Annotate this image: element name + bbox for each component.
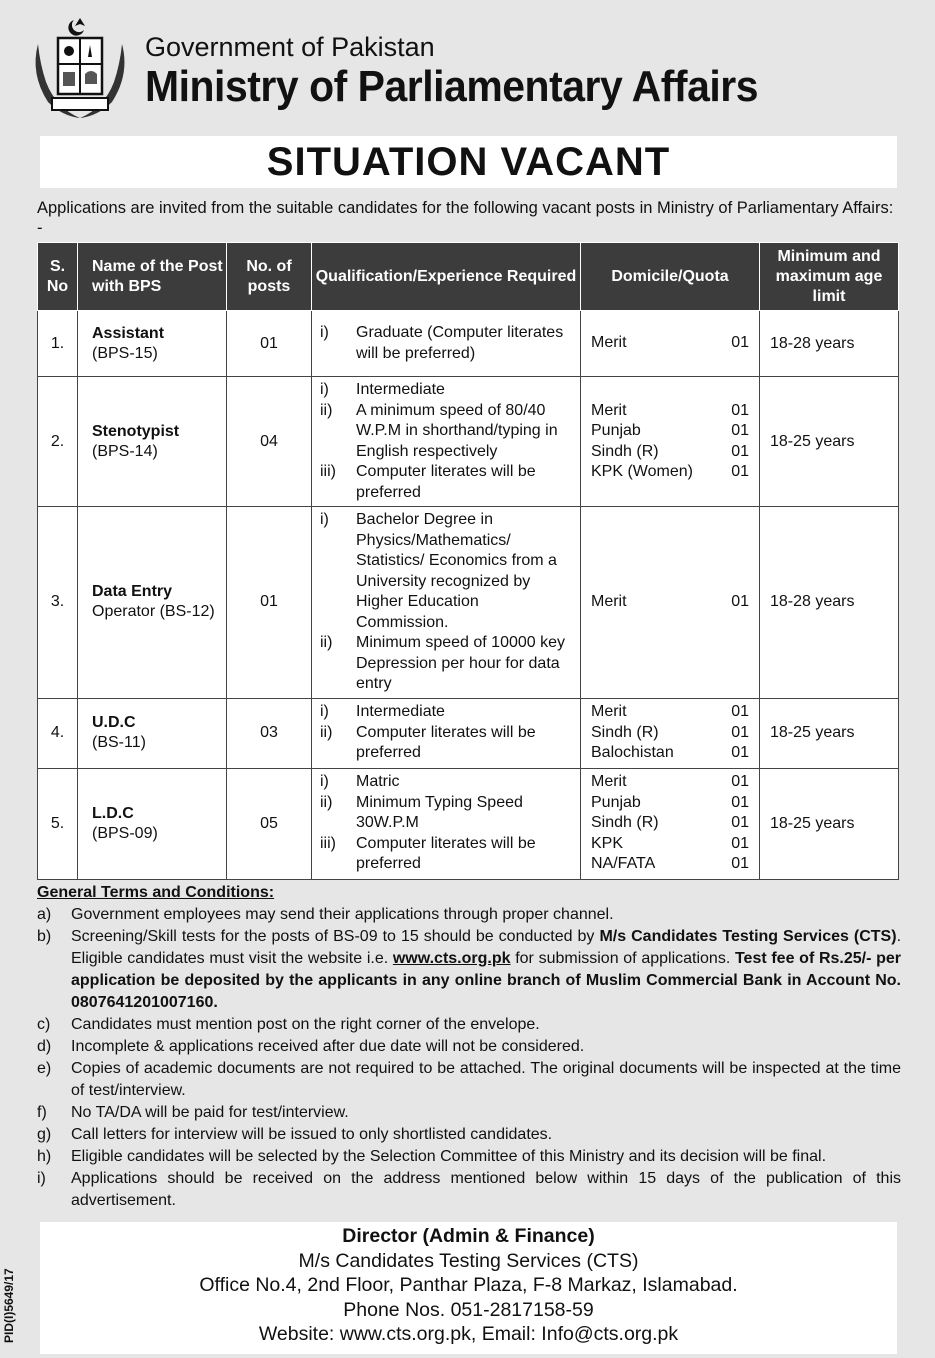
- quota-count: 01: [731, 773, 749, 791]
- row-domicile: [581, 698, 760, 768]
- contact-web: Website: www.cts.org.pk, Email: Info@cts.org.pk: [258, 1323, 679, 1345]
- qualification-text: A minimum speed of 80/40 W.P.M in shorthand/typing in English respectively: [356, 401, 558, 460]
- term-text: Government employees may send their applications through proper channel.: [71, 906, 614, 923]
- term-marker: e): [37, 1060, 52, 1077]
- row-sno: 3.: [38, 507, 78, 699]
- vacancies-table: [37, 242, 899, 880]
- quota-place: Sindh (R): [591, 814, 659, 832]
- qualification-item: [320, 401, 574, 463]
- qualification-item: [320, 510, 574, 633]
- header-posts: No. of posts: [227, 243, 312, 311]
- quota-place: Merit: [591, 593, 627, 610]
- quota-item: [591, 772, 749, 793]
- quota-place: Sindh (R): [591, 723, 659, 741]
- term-item: [37, 1036, 901, 1058]
- quota-item: [591, 592, 749, 613]
- row-age-limit: 18-25 years: [760, 698, 899, 768]
- term-text: Copies of academic documents are not required to be attached. The original documents will be inspected at the time of test/interview.: [71, 1060, 901, 1099]
- qualification-marker: i): [320, 324, 329, 341]
- row-sno: 2.: [38, 377, 78, 507]
- term-text: [71, 926, 901, 1014]
- quota-place: Punjab: [591, 422, 641, 439]
- qualification-item: [320, 834, 574, 875]
- intro-text: Applications are invited from the suitable candidates for the following vacant posts in Ministry of Parliamentary Affairs: -: [37, 199, 894, 237]
- header-qualification: Qualification/Experience Required: [312, 243, 581, 311]
- term-item: [37, 1168, 901, 1212]
- qualification-text: Bachelor Degree in Physics/Mathematics/ Statistics/ Economics from a University recognized by Higher Education Commission.: [356, 511, 557, 631]
- table-row: [38, 768, 899, 879]
- row-age-limit: 18-28 years: [760, 507, 899, 699]
- situation-vacant-banner: SITUATION VACANT: [40, 136, 897, 188]
- quota-place: Balochistan: [591, 744, 674, 762]
- row-domicile: [581, 768, 760, 879]
- table-header-row: [38, 243, 899, 311]
- row-domicile: [581, 507, 760, 699]
- quota-count: 01: [731, 814, 749, 832]
- term-item: [37, 1058, 901, 1102]
- row-sno: 1.: [38, 311, 78, 377]
- qualification-marker: ii): [320, 723, 333, 741]
- term-marker: i): [37, 1170, 46, 1187]
- quota-count: 01: [731, 442, 749, 460]
- qualification-marker: i): [320, 703, 329, 721]
- contact-address: Office No.4, 2nd Floor, Panthar Plaza, F-8 Markaz, Islamabad.: [199, 1274, 738, 1296]
- qualification-item: [320, 772, 574, 793]
- qualification-text: Computer literates will be preferred: [356, 463, 536, 501]
- term-text-part: www.cts.org.pk: [392, 950, 511, 967]
- contact-title: Director (Admin & Finance): [342, 1225, 595, 1247]
- quota-count: 01: [731, 593, 749, 610]
- quota-item: [591, 793, 749, 814]
- qualification-text: Intermediate: [356, 703, 445, 721]
- quota-item: [591, 743, 749, 764]
- government-title: Government of Pakistan: [145, 32, 435, 62]
- row-qualification: [312, 377, 581, 507]
- qualification-marker: i): [320, 773, 329, 791]
- qualification-text: Graduate (Computer literates will be preferred): [356, 324, 564, 362]
- qualification-text: Minimum Typing Speed 30W.P.M: [356, 793, 523, 832]
- term-marker: b): [37, 928, 52, 945]
- term-marker: h): [37, 1148, 52, 1165]
- post-grade: (BPS-14): [92, 442, 158, 460]
- term-text-part: Test fee of Rs.25/- per application be deposited by the applicants in any online branch of Muslim Commercial Bank in Account No. 0807641201007160.: [71, 950, 902, 1011]
- table-row: [38, 507, 899, 699]
- quota-place: Merit: [591, 334, 627, 352]
- quota-item: [591, 401, 749, 422]
- header-name: Name of the Post with BPS: [78, 243, 227, 311]
- term-item: [37, 1014, 901, 1036]
- quota-place: Merit: [591, 773, 627, 791]
- post-title: Assistant: [92, 324, 165, 342]
- row-posts-count: 03: [227, 698, 312, 768]
- row-qualification: [312, 698, 581, 768]
- quota-item: [591, 462, 749, 483]
- term-item: [37, 904, 901, 926]
- row-post-name: [78, 507, 227, 699]
- table-row: [38, 698, 899, 768]
- row-post-name: [78, 311, 227, 377]
- quota-count: 01: [731, 744, 749, 762]
- term-text-part: for submission of applications.: [510, 950, 735, 967]
- quota-count: 01: [731, 855, 749, 873]
- row-post-name: [78, 698, 227, 768]
- term-text: Eligible candidates will be selected by the Selection Committee of this Ministry and its decision will be final.: [71, 1148, 827, 1165]
- quota-place: KPK (Women): [591, 463, 693, 480]
- quota-item: [591, 834, 749, 855]
- row-age-limit: 18-28 years: [760, 311, 899, 377]
- header-domicile: Domicile/Quota: [581, 243, 760, 311]
- row-posts-count: 01: [227, 311, 312, 377]
- term-item: [37, 1102, 901, 1124]
- table-row: [38, 377, 899, 507]
- row-post-name: [78, 377, 227, 507]
- quota-count: 01: [731, 463, 749, 480]
- qualification-marker: i): [320, 511, 329, 528]
- qualification-marker: ii): [320, 793, 333, 811]
- qualification-item: [320, 323, 574, 364]
- qualification-item: [320, 702, 574, 723]
- quota-count: 01: [731, 422, 749, 439]
- quota-place: NA/FATA: [591, 855, 656, 873]
- row-sno: 5.: [38, 768, 78, 879]
- contact-org: M/s Candidates Testing Services (CTS): [298, 1249, 639, 1272]
- terms-title: General Terms and Conditions:: [37, 884, 275, 901]
- term-text-part: Screening/Skill tests for the posts of BS-09 to 15 should be conducted by: [71, 928, 600, 945]
- quota-count: 01: [731, 793, 749, 811]
- term-text-part: M/s Candidates Testing Services (CTS): [599, 928, 897, 945]
- row-posts-count: 04: [227, 377, 312, 507]
- term-marker: a): [37, 906, 52, 923]
- term-text: Candidates must mention post on the right corner of the envelope.: [71, 1016, 540, 1033]
- qualification-item: [320, 633, 574, 695]
- row-post-name: [78, 768, 227, 879]
- post-title: U.D.C: [92, 714, 136, 731]
- row-age-limit: 18-25 years: [760, 768, 899, 879]
- qualification-marker: ii): [320, 634, 333, 651]
- row-age-limit: 18-25 years: [760, 377, 899, 507]
- pid-code: PID(I)5649/17: [2, 1268, 16, 1343]
- row-domicile: [581, 311, 760, 377]
- post-grade: (BPS-15): [92, 344, 158, 362]
- contact-phone: Phone Nos. 051-2817158-59: [343, 1298, 594, 1321]
- quota-item: [591, 442, 749, 463]
- row-qualification: [312, 311, 581, 377]
- term-text: Incomplete & applications received after due date will not be considered.: [71, 1038, 585, 1055]
- qualification-marker: iii): [320, 834, 336, 852]
- qualification-marker: iii): [320, 463, 336, 480]
- contact-box: [40, 1222, 897, 1354]
- qualification-item: [320, 380, 574, 401]
- row-domicile: [581, 377, 760, 507]
- post-grade: (BS-11): [92, 734, 146, 751]
- qualification-text: Computer literates will be preferred: [356, 834, 536, 873]
- term-marker: f): [37, 1104, 47, 1121]
- quota-count: 01: [731, 723, 749, 741]
- qualification-text: Minimum speed of 10000 key Depression per hour for data entry: [356, 634, 565, 692]
- post-title: Stenotypist: [92, 422, 180, 440]
- term-item: [37, 1124, 901, 1146]
- qualification-text: Intermediate: [356, 381, 445, 398]
- table-row: [38, 311, 899, 377]
- term-text: Applications should be received on the address mentioned below within 15 days of the publication of this advertisement.: [71, 1170, 901, 1209]
- row-posts-count: 01: [227, 507, 312, 699]
- ad-header: [0, 0, 935, 135]
- qualification-marker: i): [320, 381, 329, 398]
- quota-item: [591, 854, 749, 875]
- term-text: No TA/DA will be paid for test/interview.: [71, 1104, 349, 1121]
- quota-item: [591, 813, 749, 834]
- quota-item: [591, 702, 749, 723]
- quota-place: Merit: [591, 703, 627, 721]
- quota-count: 01: [731, 334, 749, 352]
- row-qualification: [312, 768, 581, 879]
- row-posts-count: 05: [227, 768, 312, 879]
- qualification-marker: ii): [320, 401, 333, 419]
- quota-count: 01: [731, 834, 749, 852]
- qualification-text: Computer literates will be preferred: [356, 723, 536, 762]
- quota-count: 01: [731, 401, 749, 419]
- term-marker: d): [37, 1038, 52, 1055]
- qualification-item: [320, 723, 574, 764]
- term-item: [37, 926, 901, 1014]
- post-grade: (BPS-09): [92, 824, 158, 842]
- quota-place: KPK: [591, 834, 624, 852]
- quota-place: Sindh (R): [591, 442, 659, 460]
- qualification-item: [320, 793, 574, 834]
- quota-item: [591, 723, 749, 744]
- header-sno: S. No: [38, 243, 78, 311]
- term-text: Call letters for interview will be issued to only shortlisted candidates.: [71, 1126, 553, 1143]
- state-emblem-icon: [30, 14, 130, 120]
- header-age: Minimum and maximum age limit: [760, 243, 899, 311]
- terms-section: [37, 882, 901, 1212]
- quota-place: Merit: [591, 401, 627, 419]
- row-qualification: [312, 507, 581, 699]
- ministry-title: Ministry of Parliamentary Affairs: [145, 62, 759, 111]
- quota-item: [591, 333, 749, 354]
- qualification-text: Matric: [356, 773, 400, 791]
- quota-count: 01: [731, 703, 749, 721]
- post-title: L.D.C: [92, 804, 134, 822]
- term-marker: g): [37, 1126, 52, 1143]
- post-grade: Operator (BS-12): [92, 603, 215, 621]
- post-title: Data Entry: [92, 583, 173, 601]
- term-marker: c): [37, 1016, 51, 1033]
- row-sno: 4.: [38, 698, 78, 768]
- quota-place: Punjab: [591, 793, 641, 811]
- term-item: [37, 1146, 901, 1168]
- term-text-part: . Eligible candidates must visit the website i.e.: [71, 928, 902, 967]
- qualification-item: [320, 462, 574, 503]
- quota-item: [591, 421, 749, 442]
